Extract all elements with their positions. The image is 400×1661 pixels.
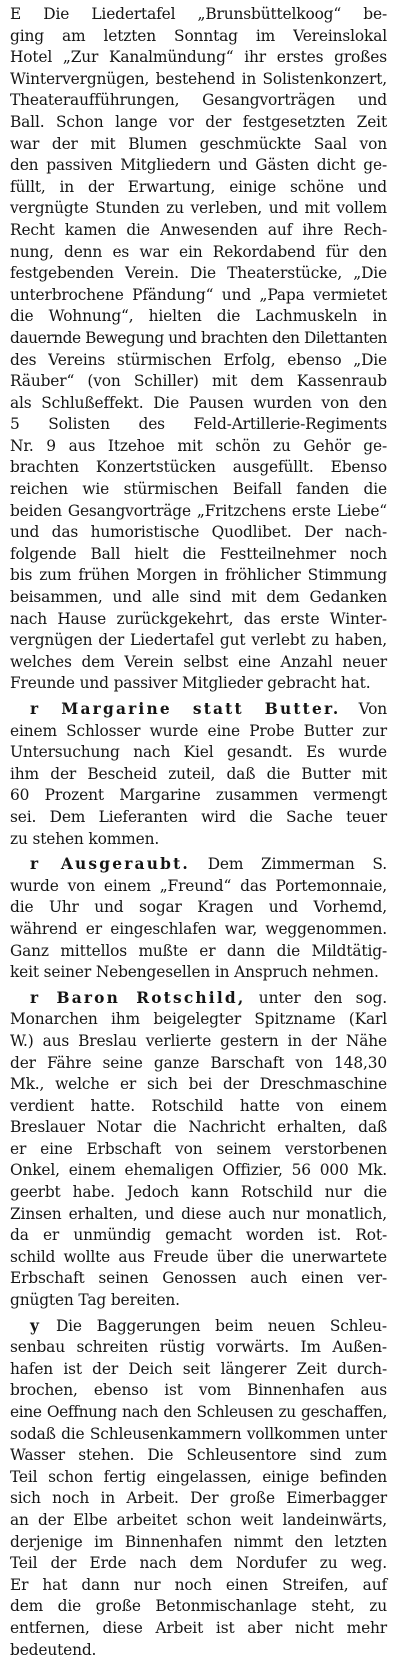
headline-line bbox=[10, 699, 387, 721]
text-line: Er hat dann nur noch einen Streifen, auf bbox=[10, 1575, 387, 1594]
text-line: unterbrochene Pfändung“ und „Papa vermietet bbox=[10, 285, 387, 304]
text-line: schild wollte aus Freude über die unerwartete bbox=[10, 1247, 387, 1266]
text-line: keit seiner Nebengesellen in Anspruch nehmen. bbox=[10, 963, 379, 982]
text-line: Zinsen erhalten, und diese auch nur monatlich, bbox=[10, 1204, 387, 1223]
text-line: an der Elbe arbeitet schon weit landeinwärts, bbox=[10, 1510, 387, 1529]
text-line: ging am letzten Sonntag im Vereinslokal bbox=[10, 26, 387, 45]
text-line: Ball. Schon lange vor der festgesetzten Zeit bbox=[10, 112, 387, 131]
text-line: Breslauer Notar die Nachricht erhalten, daß bbox=[10, 1118, 387, 1137]
text-run: Von bbox=[340, 700, 387, 718]
text-line: festgebenden Verein. Die Theaterstücke, „Die bbox=[10, 264, 387, 283]
text-line: derjenige im Binnenhafen nimmt den letzten bbox=[10, 1532, 387, 1551]
article-liedertafel bbox=[10, 4, 387, 695]
text-line: Hotel „Zur Kanalmündung“ ihr erstes großes bbox=[10, 48, 387, 67]
text-line: brochen, ebenso ist vom Binnenhafen aus bbox=[10, 1381, 387, 1400]
headline-line bbox=[10, 988, 387, 1010]
text-line: den passiven Mitgliedern und Gästen dicht ge- bbox=[10, 156, 387, 175]
text-line: 60 Prozent Margarine zusammen vermengt bbox=[10, 786, 387, 805]
headline-line bbox=[10, 1316, 387, 1338]
text-line: beiden Gesangvorträge „Fritzchens erste Liebe“ bbox=[10, 501, 387, 520]
text-line: gnügten Tag bereiten. bbox=[10, 1291, 180, 1310]
text-line: brachten Konzertstücken ausgefüllt. Ebenso bbox=[10, 458, 387, 477]
text-line: da er unmündig gemacht worden ist. Rot- bbox=[10, 1226, 387, 1245]
text-line: beisammen, und alle sind mit dem Gedanken bbox=[10, 588, 387, 607]
text-line: dem die große Betonmischanlage steht, zu bbox=[10, 1597, 387, 1616]
headline-line bbox=[10, 854, 387, 876]
text-line: Theateraufführungen, Gesangvorträgen und bbox=[10, 91, 387, 110]
text-line: Wasser stehen. Die Schleusentore sind zum bbox=[10, 1446, 387, 1465]
text-line: verdient hatte. Rotschild hatte von einem bbox=[10, 1096, 387, 1115]
text-line: bis zum frühen Morgen in fröhlicher Stimmung bbox=[10, 566, 387, 585]
article-headline: r Ausgeraubt. bbox=[30, 855, 190, 874]
text-line: während er eingeschlafen war, weggenommen. bbox=[10, 919, 387, 938]
text-line: wurde von einem „Freund“ das Portemonnaie, bbox=[10, 876, 387, 895]
newspaper-column bbox=[10, 4, 387, 1661]
text-line: vergnügen der Liedertafel gut verlebt zu haben, bbox=[10, 631, 387, 650]
article-marker: y bbox=[30, 1316, 42, 1335]
text-line: welches dem Verein selbst eine Anzahl neuer bbox=[10, 652, 387, 671]
text-line: Teil schon fertig eingelassen, einige befinden bbox=[10, 1467, 387, 1486]
text-line: W.) aus Breslau verlierte gestern in der Nähe bbox=[10, 1031, 387, 1050]
text-line: die Wohnung“, hielten die Lachmuskeln in bbox=[10, 307, 387, 326]
text-line: folgende Ball hielt die Festteilnehmer noch bbox=[10, 544, 387, 563]
text-line: sich noch in Arbeit. Der große Eimerbagger bbox=[10, 1489, 387, 1508]
text-line: Ganz mittellos mußte er dann die Mildtätig- bbox=[10, 941, 387, 960]
text-line: Onkel, einem ehemaligen Offizier, 56 000 Mk. bbox=[10, 1161, 387, 1180]
text-line: füllt, in der Erwartung, einige schöne und bbox=[10, 177, 387, 196]
text-run: unter den sog. bbox=[245, 988, 387, 1007]
text-line: Recht kamen die Anwesenden auf ihre Rech- bbox=[10, 220, 387, 239]
article-margarine bbox=[10, 699, 387, 850]
text-line: geerbt habe. Jedoch kann Rotschild nur die bbox=[10, 1183, 387, 1202]
text-line: vergnügte Stunden zu verleben, und mit vollem bbox=[10, 199, 387, 218]
text-line: E Die Liedertafel „Brunsbüttelkoog“ be- bbox=[10, 5, 387, 23]
text-line: als Schlußeffekt. Die Pausen wurden von den bbox=[10, 393, 387, 412]
text-run: Die Baggerungen beim neuen Schleu- bbox=[41, 1316, 387, 1335]
text-line: Wintervergnügen, bestehend in Solistenkonzert, bbox=[10, 69, 387, 88]
text-line: entfernen, diese Arbeit ist aber nicht mehr bbox=[10, 1618, 387, 1637]
article-ausgeraubt bbox=[10, 854, 387, 984]
text-line: Nr. 9 aus Itzehoe mit schön zu Gehör ge- bbox=[10, 436, 387, 455]
text-line: die Uhr und sogar Kragen und Vorhemd, bbox=[10, 898, 387, 917]
text-line: ihm der Bescheid zuteil, daß die Butter mit bbox=[10, 764, 387, 783]
text-run: Dem Zimmerman S. bbox=[189, 855, 387, 874]
text-line: einem Schlosser wurde eine Probe Butter zur bbox=[10, 721, 387, 740]
text-line: Monarchen ihm beigelegter Spitzname (Karl bbox=[10, 1010, 387, 1029]
text-line: der Fähre seine ganze Barschaft von 148,30 bbox=[10, 1053, 387, 1072]
text-line: nung, denn es war ein Rekordabend für den bbox=[10, 242, 387, 261]
text-line: und das humoristische Quodlibet. Der nach- bbox=[10, 523, 387, 542]
article-headline: r Margarine statt Butter. bbox=[30, 700, 341, 718]
text-line: reichen wie stürmischen Beifall fanden die bbox=[10, 480, 387, 499]
text-line: zu stehen kommen. bbox=[10, 829, 160, 848]
text-line: er eine Erbschaft von seinem verstorbenen bbox=[10, 1139, 387, 1158]
text-line: dauernde Bewegung und brachten den Dilettanten bbox=[10, 328, 387, 347]
text-line: Räuber“ (von Schiller) mit dem Kassenraub bbox=[10, 372, 387, 391]
text-line: hafen ist der Deich seit längerer Zeit durch- bbox=[10, 1359, 387, 1378]
text-line: 5 Solisten des Feld-Artillerie-Regiments bbox=[10, 415, 387, 434]
article-baron-rotschild bbox=[10, 988, 387, 1312]
article-schleusenbau bbox=[10, 1316, 387, 1661]
text-line: Mk., welche er sich bei der Dreschmaschine bbox=[10, 1075, 387, 1094]
text-line: sei. Dem Lieferanten wird die Sache teuer bbox=[10, 807, 387, 826]
text-line: eine Oeffnung nach den Schleusen zu geschaffen, bbox=[10, 1403, 387, 1421]
text-line: Teil der Erde nach dem Nordufer zu weg. bbox=[10, 1554, 387, 1573]
text-line: bedeutend. bbox=[10, 1640, 97, 1659]
text-line: des Vereins stürmischen Erfolg, ebenso „Die bbox=[10, 350, 387, 369]
text-line: sodaß die Schleusenkammern vollkommen unter bbox=[10, 1424, 387, 1443]
text-line: senbau schreiten rüstig vorwärts. Im Außen- bbox=[10, 1338, 387, 1357]
text-line: Erbschaft seinen Genossen auch einen ver- bbox=[10, 1269, 387, 1288]
article-headline: r Baron Rotschild, bbox=[30, 988, 246, 1007]
text-line: Untersuchung nach Kiel gesandt. Es wurde bbox=[10, 743, 387, 762]
text-line: war der mit Blumen geschmückte Saal von bbox=[10, 134, 387, 153]
text-line: nach Hause zurückgekehrt, das erste Winter- bbox=[10, 609, 387, 628]
text-line: Freunde und passiver Mitglieder gebracht hat. bbox=[10, 674, 371, 693]
